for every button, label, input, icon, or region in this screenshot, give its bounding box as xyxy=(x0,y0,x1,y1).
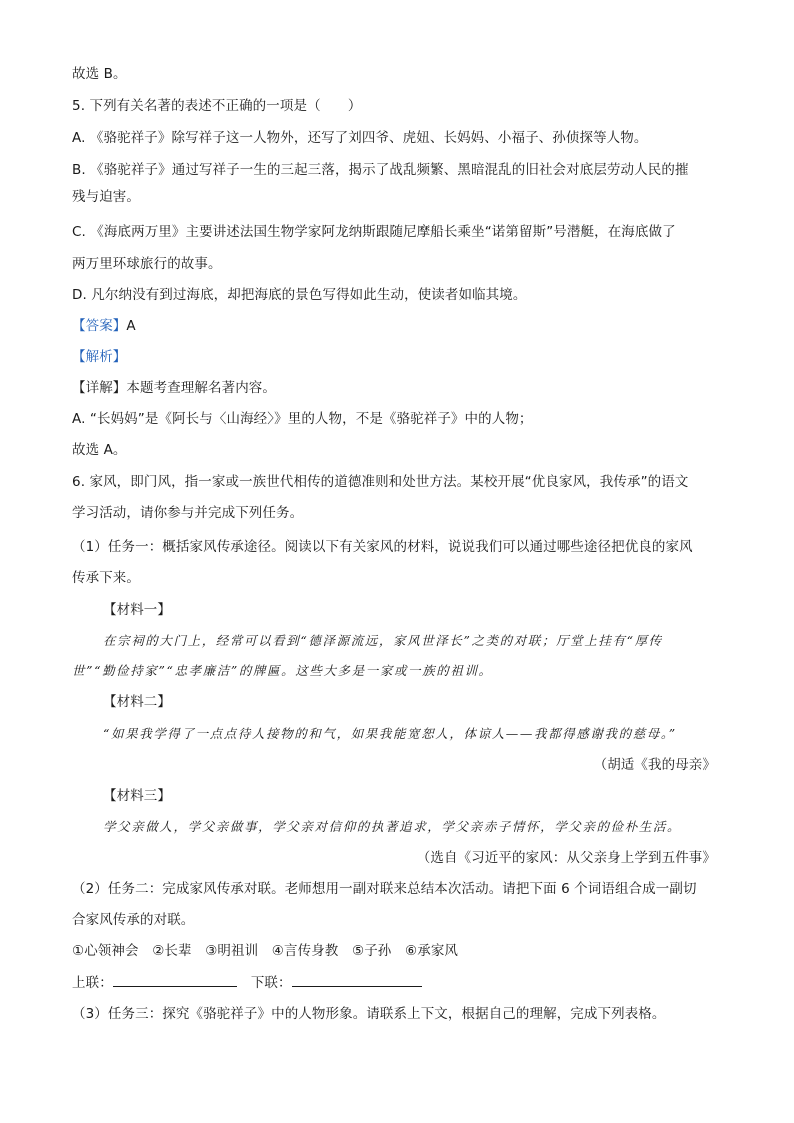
text-line: 故选 A。 xyxy=(72,442,127,458)
option-c-cont: 两万里环球旅行的故事。 xyxy=(72,256,222,272)
task-2-cont: 合家风传承的对联。 xyxy=(72,912,195,928)
word-options: ①心领神会 ②长辈 ③明祖训 ④言传身教 ⑤子孙 ⑥承家风 xyxy=(72,943,459,959)
material-1-heading: 【材料一】 xyxy=(103,602,171,618)
material-2-heading: 【材料二】 xyxy=(103,694,171,710)
task-2: （2）任务二：完成家风传承对联。老师想用一副对联来总结本次活动。请把下面 6 个词语组合成一副切 xyxy=(72,881,697,897)
task-1-cont: 传承下来。 xyxy=(72,570,140,586)
option-a: A. 《骆驼祥子》除写祥子这一人物外，还写了刘四爷、虎妞、长妈妈、小福子、孙侦探等人物。 xyxy=(72,130,648,146)
answer-label: 【答案】 xyxy=(72,318,127,334)
material-3-text: 学父亲做人，学父亲做事，学父亲对信仰的执著追求，学父亲赤子情怀，学父亲的俭朴生活。 xyxy=(103,819,682,834)
material-1-text-cont: 世”“勤俭持家”“忠孝廉洁”的牌匾。这些大多是一家或一族的祖训。 xyxy=(72,663,493,678)
option-b-cont: 残与迫害。 xyxy=(72,189,140,205)
text-line: 故选 B。 xyxy=(72,66,127,82)
option-b: B. 《骆驼祥子》通过写祥子一生的三起三落，揭示了战乱频繁、黑暗混乱的旧社会对底层劳动人民的摧 xyxy=(72,162,689,178)
question-6-stem: 6. 家风，即门风，指一家或一族世代相传的道德准则和处世方法。某校开展“优良家风，我传承”的语文 xyxy=(72,474,689,490)
option-d: D. 凡尔纳没有到过海底，却把海底的景色写得如此生动，使读者如临其境。 xyxy=(72,287,527,303)
upper-couplet-blank[interactable] xyxy=(113,974,237,987)
couplet-answer-line xyxy=(72,974,422,991)
material-3-heading: 【材料三】 xyxy=(103,788,171,804)
question-6-stem-cont: 学习活动，请你参与并完成下列任务。 xyxy=(72,505,304,521)
task-1: （1）任务一：概括家风传承途径。阅读以下有关家风的材料，说说我们可以通过哪些途径把优良的家风 xyxy=(72,539,693,555)
lower-couplet-label: 下联： xyxy=(250,975,292,991)
upper-couplet-label: 上联： xyxy=(72,975,113,991)
analysis-label: 【解析】 xyxy=(72,349,127,365)
analysis-line xyxy=(72,349,126,365)
material-3-source: （选自《习近平的家风：从父亲身上学到五件事》 xyxy=(416,850,716,866)
material-1-text: 在宗祠的大门上，经常可以看到“德泽源流远，家风世泽长”之类的对联；厅堂上挂有“厚传 xyxy=(103,633,663,648)
detail-explanation: A. “长妈妈”是《阿长与〈山海经〉》里的人物，不是《骆驼祥子》中的人物； xyxy=(72,411,533,427)
task-3: （3）任务三：探究《骆驼祥子》中的人物形象。请联系上下文，根据自己的理解，完成下列表格。 xyxy=(72,1006,666,1022)
material-2-text: “如果我学得了一点点待人接物的和气，如果我能宽恕人，体谅人——我都得感谢我的慈母。” xyxy=(103,726,677,741)
lower-couplet-blank[interactable] xyxy=(292,974,422,987)
answer-line xyxy=(72,318,136,334)
material-2-source: （胡适《我的母亲》 xyxy=(593,757,716,773)
question-5-stem: 5. 下列有关名著的表述不正确的一项是（ ） xyxy=(72,98,362,114)
option-c: C. 《海底两万里》主要讲述法国生物学家阿龙纳斯跟随尼摩船长乘坐“诺第留斯”号潜艇，在海底做了 xyxy=(72,224,676,240)
answer-value: A xyxy=(126,318,136,334)
detail-line: 【详解】本题考查理解名著内容。 xyxy=(72,380,276,396)
